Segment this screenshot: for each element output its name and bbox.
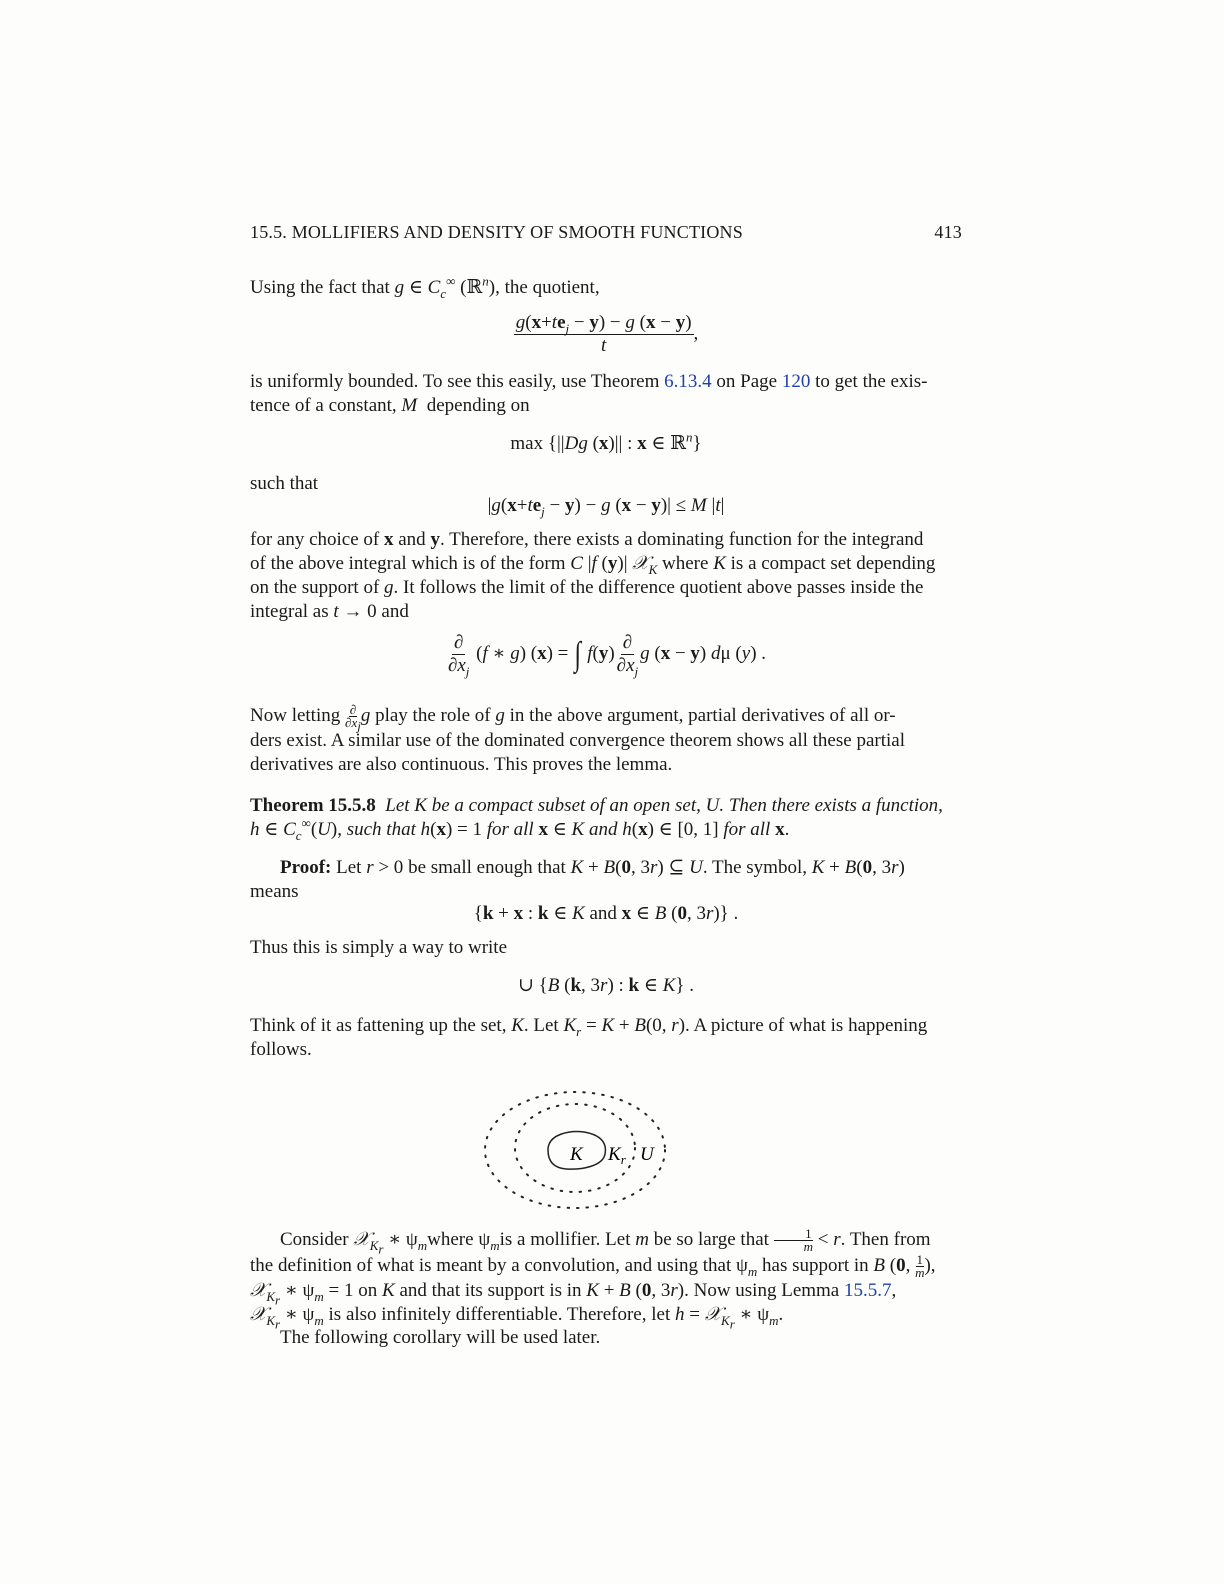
equation-set: {k + x : k ∈ K and x ∈ B (0, 3r)} . <box>473 903 739 924</box>
paragraph-now-letting: Now letting ∂ $\partial x_j$ g play the role of g in the above argument, partial derivatives of all or- ders exist. A similar use of the dominated convergence theorem shows all these partial derivatives are also continuous. This proves the lemma. <box>250 702 905 776</box>
paragraph-consider-2: the definition of what is meant by a convolution, and using that $\psi_m$ has support in B (0, $\frac{1}{m}$ ), 𝒳$_{K_r}$ ∗ $\psi_m = 1$ on K and that its support is in K + B (0, 3r). Now using Lemma 15.5.7, 𝒳$_{K_r}$ ∗ $\psi_m$ is also infinitely differentiable. Therefore, let h = 𝒳$_{K_r}$ ∗ $\psi_m$. <box>250 1252 936 1332</box>
page-number: 413 <box>934 222 962 242</box>
text-thus: Thus this is simply a way to write <box>250 937 508 958</box>
paragraph-bounded: is uniformly bounded. To see this easily, use Theorem 6.13.4 on Page 120 to get the exis- tence of a constant, M depending on <box>250 371 928 416</box>
proof-label: Proof: <box>280 857 332 878</box>
paragraph-consider: Consider 𝒳$_{K_r}$ ∗ $\psi_mwhere$ $\psi_mis$ a mollifier. Let m be so large that $\frac{1}{m}$ < r. Then from <box>280 1226 931 1257</box>
theorem-block: Theorem 15.5.8 Let K be a compact subset of an open set, U. Then there exists a function, h ∈ $C_c^\infty(U)$, such that h(x) = 1 for all x ∈ K and h(x) ∈ [0, 1] for all x. <box>250 795 943 843</box>
theorem-link[interactable]: 6.13.4 <box>664 371 712 392</box>
text-corollary: The following corollary will be used later. <box>280 1327 601 1348</box>
equation-inequality: $|g(x+te_j - y) - g$ (x − y)| ≤ M |t| <box>487 495 725 519</box>
label-Kr: $K_r$ <box>608 1144 626 1167</box>
equation-max: max {||Dg (x)|| : x ∈ ℝ$^n$} <box>510 429 702 454</box>
fattening-diagram <box>470 1080 670 1220</box>
label-K: K <box>570 1144 583 1165</box>
paragraph-fattening: Think of it as fattening up the set, K. Let $K_r = K + B(0$, r). A picture of what is happening follows. <box>250 1015 928 1060</box>
equation-quotient: $\frac{g(x+te_j - y) - g (x - y)}{t}$ , <box>515 312 699 356</box>
paragraph-intro: Using the fact that g ∈ $C_c^\infty$ (ℝ$^n$), the quotient, <box>250 273 600 301</box>
equation-partial: $\frac{\partial}{\partial x_j}$ (f ∗ g) (x) = ∫ f(y) $\frac{\partial}{\partial x_j}$ g (x − y) dμ (y) . <box>447 632 767 679</box>
label-U: U <box>640 1144 654 1165</box>
text-means: means <box>250 881 299 902</box>
lemma-link[interactable]: 15.5.7 <box>844 1280 892 1302</box>
paragraph-dominating: for any choice of x and y. Therefore, there exists a dominating function for the integrand of the above integral which is of the form C |f (y)| 𝒳$_K$ where K is a compact set depending on the support of g. It follows the limit of the difference quotient above passes inside the integral as t → 0 and <box>250 529 936 622</box>
equation-union: ∪ {B (k, 3r) : k ∈ K} . <box>517 975 695 996</box>
proof-block: Proof: Let r > 0 be small enough that K + B(0, 3r) ⊆ U. The symbol, K + B(0, 3r) <box>280 857 905 878</box>
page-link[interactable]: 120 <box>781 371 811 392</box>
running-header <box>250 220 962 244</box>
theorem-label: Theorem 15.5.8 <box>250 795 376 816</box>
text-such-that: such that <box>250 473 319 494</box>
section-title: 15.5. MOLLIFIERS AND DENSITY OF SMOOTH FUNCTIONS <box>250 222 743 242</box>
